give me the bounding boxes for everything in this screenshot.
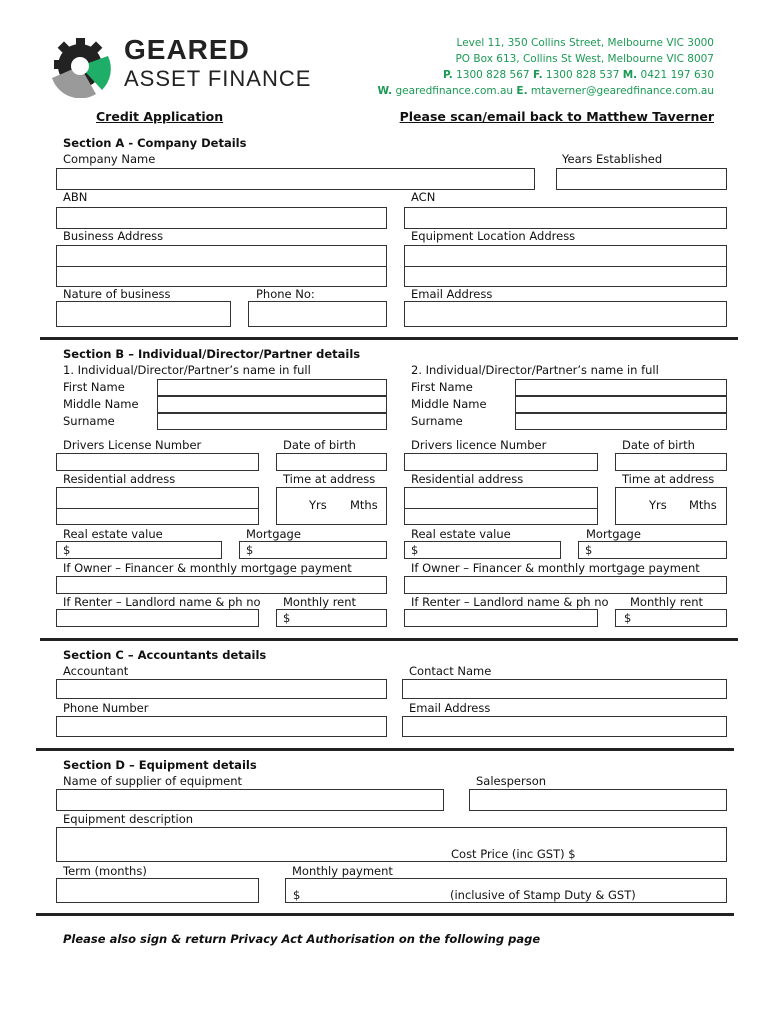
residential-address-field-1[interactable] [56, 487, 259, 525]
monthly-rent-field-2[interactable] [615, 609, 727, 627]
if-renter-label-2: If Renter – Landlord name & ph no [411, 595, 609, 609]
equipment-location-label: Equipment Location Address [411, 229, 576, 243]
if-owner-label-1: If Owner – Financer & monthly mortgage payment [63, 561, 352, 575]
monthly-rent-label-2: Monthly rent [630, 595, 704, 609]
accountant-field[interactable] [56, 679, 387, 699]
acn-field[interactable] [404, 207, 727, 229]
return-note: Please scan/email back to Matthew Taverner [399, 109, 714, 124]
years-established-label: Years Established [562, 152, 663, 166]
time-at-address-field-1[interactable] [276, 487, 387, 525]
dollar-sign: $ [283, 611, 291, 625]
surname-label-1: Surname [63, 414, 115, 428]
web-line [377, 83, 714, 99]
email-field[interactable] [404, 301, 727, 327]
email-label: Email Address [411, 287, 493, 301]
if-owner-label-2: If Owner – Financer & monthly mortgage payment [411, 561, 700, 575]
first-name-label-1: First Name [63, 380, 125, 394]
time-at-address-label-1: Time at address [283, 472, 376, 486]
logo-text-geared: GEARED [124, 34, 250, 65]
middle-name-label-1: Middle Name [63, 397, 139, 411]
dob-field-1[interactable] [276, 453, 387, 471]
real-estate-label-1: Real estate value [63, 527, 163, 541]
nature-of-business-label: Nature of business [63, 287, 171, 301]
monthly-rent-label-1: Monthly rent [283, 595, 357, 609]
time-at-address-field-2[interactable] [615, 487, 727, 525]
e-label: E. [516, 85, 528, 97]
residential-address-label-1: Residential address [63, 472, 176, 486]
real-estate-field-1[interactable] [56, 541, 222, 559]
dob-field-2[interactable] [615, 453, 727, 471]
company-name-field[interactable] [56, 168, 535, 190]
phone-line [443, 67, 714, 83]
dollar-sign: $ [624, 611, 632, 625]
field-divider [57, 508, 258, 509]
f-value: 1300 828 537 [545, 69, 620, 81]
gear-logo-icon [46, 34, 118, 98]
f-label: F. [532, 69, 543, 81]
equipment-location-field[interactable] [404, 245, 727, 287]
years-established-field[interactable] [556, 168, 727, 190]
nature-of-business-field[interactable] [56, 301, 231, 327]
form-title: Credit Application [96, 109, 224, 124]
mths-label-2: Mths [689, 498, 717, 512]
inclusive-note: (inclusive of Stamp Duty & GST) [450, 888, 636, 902]
field-divider [57, 266, 386, 267]
cost-price-label: Cost Price (inc GST) $ [451, 847, 576, 861]
section-b-title: Section B – Individual/Director/Partner details [63, 347, 361, 361]
section-d-title: Section D – Equipment details [63, 758, 257, 772]
residential-address-field-2[interactable] [404, 487, 598, 525]
if-owner-field-2[interactable] [404, 576, 727, 594]
contact-name-field[interactable] [402, 679, 727, 699]
time-at-address-label-2: Time at address [622, 472, 715, 486]
middle-name-field-2[interactable] [515, 396, 727, 413]
business-address-label: Business Address [63, 229, 164, 243]
real-estate-field-2[interactable] [404, 541, 561, 559]
dollar-sign: $ [293, 888, 301, 902]
company-name-label: Company Name [63, 152, 156, 166]
section-divider [40, 638, 738, 641]
monthly-rent-field-1[interactable] [276, 609, 387, 627]
middle-name-label-2: Middle Name [411, 397, 487, 411]
dob-label-2: Date of birth [622, 438, 695, 452]
field-divider [405, 266, 726, 267]
first-name-label-2: First Name [411, 380, 473, 394]
surname-label-2: Surname [411, 414, 463, 428]
individual-2-label: 2. Individual/Director/Partner’s name in full [411, 363, 659, 377]
dollar-sign: $ [246, 543, 254, 557]
if-renter-label-1: If Renter – Landlord name & ph no [63, 595, 261, 609]
accountant-phone-field[interactable] [56, 716, 387, 737]
dob-label-1: Date of birth [283, 438, 356, 452]
phone-label: Phone No: [256, 287, 315, 301]
mortgage-field-1[interactable] [239, 541, 387, 559]
m-value: 0421 197 630 [640, 69, 714, 81]
dollar-sign: $ [585, 543, 593, 557]
e-value: mtaverner@gearedfinance.com.au [530, 85, 714, 97]
section-a-title: Section A - Company Details [63, 136, 247, 150]
yrs-label-1: Yrs [309, 498, 327, 512]
first-name-field-1[interactable] [157, 379, 387, 396]
abn-field[interactable] [56, 207, 387, 229]
drivers-license-label-1: Drivers License Number [63, 438, 202, 452]
term-label: Term (months) [63, 864, 147, 878]
equipment-description-label: Equipment description [63, 812, 194, 826]
residential-address-label-2: Residential address [411, 472, 524, 486]
p-value: 1300 828 567 [456, 69, 530, 81]
accountant-email-field[interactable] [402, 716, 727, 737]
if-renter-field-2[interactable] [404, 609, 598, 627]
middle-name-field-1[interactable] [157, 396, 387, 413]
section-divider [40, 337, 738, 340]
mths-label-1: Mths [350, 498, 378, 512]
monthly-payment-field[interactable] [285, 878, 727, 903]
salesperson-field[interactable] [469, 789, 727, 811]
m-label: M. [622, 69, 638, 81]
contact-name-label: Contact Name [409, 664, 492, 678]
acn-label: ACN [411, 190, 436, 204]
salesperson-label: Salesperson [476, 774, 547, 788]
accountant-label: Accountant [63, 664, 129, 678]
w-label: W. [377, 85, 393, 97]
individual-1-label: 1. Individual/Director/Partner’s name in full [63, 363, 311, 377]
mortgage-label-2: Mortgage [586, 527, 641, 541]
dollar-sign: $ [411, 543, 419, 557]
section-divider [36, 748, 734, 751]
drivers-license-field-2[interactable] [404, 453, 598, 471]
real-estate-label-2: Real estate value [411, 527, 511, 541]
monthly-payment-label: Monthly payment [292, 864, 393, 878]
dollar-sign: $ [63, 543, 71, 557]
address-line-1: Level 11, 350 Collins Street, Melbourne VIC 3000 [456, 37, 714, 49]
term-field[interactable] [56, 878, 259, 903]
if-renter-field-1[interactable] [56, 609, 259, 627]
section-divider [36, 913, 734, 916]
abn-label: ABN [63, 190, 88, 204]
w-value: gearedfinance.com.au [395, 85, 514, 97]
accountant-email-label: Email Address [409, 701, 491, 715]
if-owner-field-1[interactable] [56, 576, 387, 594]
surname-field-1[interactable] [157, 413, 387, 430]
supplier-label: Name of supplier of equipment [63, 774, 243, 788]
first-name-field-2[interactable] [515, 379, 727, 396]
address-line-2: PO Box 613, Collins St West, Melbourne VIC 8007 [455, 53, 714, 65]
surname-field-2[interactable] [515, 413, 727, 430]
supplier-field[interactable] [56, 789, 444, 811]
footer-note: Please also sign & return Privacy Act Authorisation on the following page [63, 932, 541, 946]
field-divider [405, 508, 597, 509]
section-c-title: Section C – Accountants details [63, 648, 267, 662]
mortgage-label-1: Mortgage [246, 527, 301, 541]
mortgage-field-2[interactable] [578, 541, 727, 559]
yrs-label-2: Yrs [649, 498, 667, 512]
drivers-license-field-1[interactable] [56, 453, 259, 471]
drivers-license-label-2: Drivers licence Number [411, 438, 547, 452]
logo-text-asset-finance: ASSET FINANCE [124, 66, 312, 91]
p-label: P. [443, 69, 453, 81]
equipment-description-field[interactable] [56, 827, 727, 862]
business-address-field[interactable] [56, 245, 387, 287]
phone-field[interactable] [248, 301, 387, 327]
accountant-phone-label: Phone Number [63, 701, 149, 715]
